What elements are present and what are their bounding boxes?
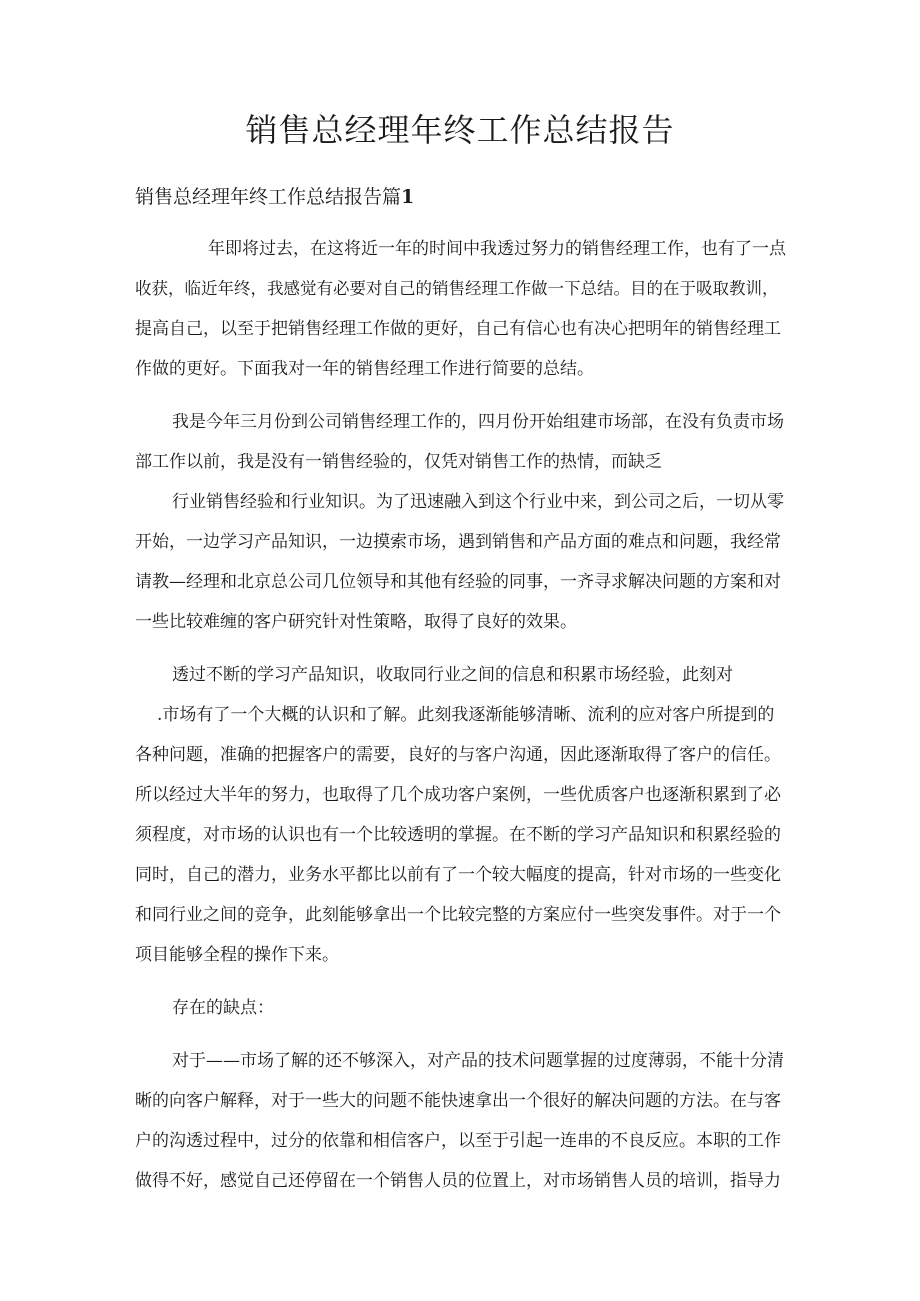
paragraph-2-line-2: 部工作以前，我是没有一销售经验的，仅凭对销售工作的热情，而缺乏 xyxy=(135,452,662,472)
paragraph-4-line-6: 同时，自己的潜力，业务水平都比以前有了一个较大幅度的提高，针对市场的一些变化 xyxy=(135,865,781,885)
paragraph-4-line-1: 透过不断的学习产品知识，收取同行业之间的信息和积累市场经验，此刻对 xyxy=(172,665,733,685)
paragraph-5-line-1: 存在的缺点： xyxy=(172,998,274,1018)
paragraph-4-line-7: 和同行业之间的竞争，此刻能够拿出一个比较完整的方案应付一些突发事件。对于一个 xyxy=(135,905,781,925)
paragraph-3-line-2: 开始，一边学习产品知识，一边摸索市场，遇到销售和产品方面的难点和问题，我经常 xyxy=(135,532,781,552)
paragraph-2-line-1: 我是今年三月份到公司销售经理工作的，四月份开始组建市场部，在没有负责市场 xyxy=(172,412,784,432)
paragraph-1-line-3: 提高自己，以至于把销售经理工作做的更好，自己有信心也有决心把明年的销售经理工 xyxy=(135,319,781,339)
paragraph-6-line-2: 晰的向客户解释，对于一些大的问题不能快速拿出一个很好的解决问题的方法。在与客 xyxy=(135,1091,781,1111)
section-heading xyxy=(135,182,414,212)
paragraph-1-line-1: 年即将过去，在这将近一年的时间中我透过努力的销售经理工作，也有了一点 xyxy=(208,239,786,259)
paragraph-4-line-5: 须程度，对市场的认识也有一个比较透明的掌握。在不断的学习产品知识和积累经验的 xyxy=(135,825,781,845)
section-heading-number: 1 xyxy=(401,186,415,208)
paragraph-4-line-3: 各种问题，准确的把握客户的需要，良好的与客户沟通，因此逐渐取得了客户的信任。 xyxy=(135,745,781,765)
paragraph-4-line-2: .市场有了一个大概的认识和了解。此刻我逐渐能够清晰、流利的应对客户所提到的 xyxy=(157,705,775,725)
paragraph-1-line-4: 作做的更好。下面我对一年的销售经理工作进行简要的总结。 xyxy=(135,359,594,379)
paragraph-6-line-3: 户的沟透过程中，过分的依靠和相信客户，以至于引起一连串的不良反应。本职的工作 xyxy=(135,1131,781,1151)
paragraph-4-line-4: 所以经过大半年的努力，也取得了几个成功客户案例，一些优质客户也逐渐积累到了必 xyxy=(135,785,781,805)
paragraph-4-line-8: 项目能够全程的操作下来。 xyxy=(135,945,339,965)
paragraph-3-line-1: 行业销售经验和行业知识。为了迅速融入到这个行业中来，到公司之后，一切从零 xyxy=(172,492,784,512)
paragraph-3-line-3: 请教—经理和北京总公司几位领导和其他有经验的同事，一齐寻求解决问题的方案和对 xyxy=(135,572,781,592)
paragraph-3-line-4: 一些比较难缠的客户研究针对性策略，取得了良好的效果。 xyxy=(135,612,577,632)
paragraph-6-line-4: 做得不好，感觉自己还停留在一个销售人员的位置上，对市场销售人员的培训，指导力 xyxy=(135,1171,781,1191)
document-title: 销售总经理年终工作总结报告 xyxy=(245,111,675,149)
paragraph-1-line-2: 收获，临近年终，我感觉有必要对自己的销售经理工作做一下总结。目的在于吸取教训， xyxy=(135,279,779,298)
paragraph-6-line-1: 对于——市场了解的还不够深入，对产品的技术问题掌握的过度薄弱，不能十分清 xyxy=(172,1051,784,1071)
section-heading-text: 销售总经理年终工作总结报告篇 xyxy=(135,186,402,208)
